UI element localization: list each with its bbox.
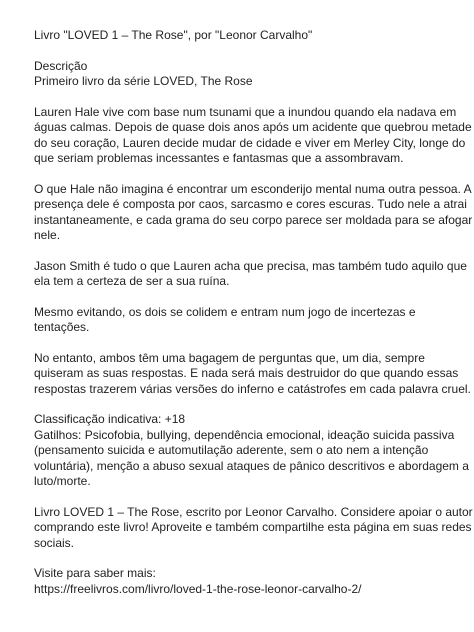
visit-label: Visite para saber mais:	[34, 566, 156, 580]
description-subtitle: Primeiro livro da série LOVED, The Rose	[34, 74, 253, 88]
synopsis-paragraph-4	[34, 305, 454, 336]
text-line: Jason Smith é tudo o que Lauren acha que precisa, mas também tudo aquilo que	[34, 258, 467, 273]
triggers-line: (pensamento suicida e automutilação aderente, sem o ato nem a intenção	[34, 443, 429, 457]
promo-line: Livro LOVED 1 – The Rose, escrito por Leonor Carvalho. Considere apoiar o autor	[34, 504, 473, 519]
text-line: que seriam problemas incessantes e fantasmas que a assombravam.	[34, 151, 404, 165]
text-line: tentações.	[34, 320, 90, 334]
description-block	[34, 59, 454, 90]
text-line: presença dele é composta por caos, sarcasmo e cores escuras. Tudo nele a atrai	[34, 197, 467, 211]
text-line: Lauren Hale vive com base num tsunami que a inundou quando ela nadava em	[34, 104, 457, 119]
triggers-line: Gatilhos: Psicofobia, bullying, dependência emocional, ideação suicida passiva	[34, 427, 455, 442]
visit-url: https://freelivros.com/livro/loved-1-the-rose-leonor-carvalho-2/	[34, 581, 362, 596]
classification-rating: Classificação indicativa: +18	[34, 412, 186, 426]
description-heading: Descrição	[34, 58, 88, 73]
classification-block	[34, 412, 469, 490]
text-line: No entanto, ambos têm uma bagagem de perguntas que, um dia, sempre	[34, 350, 425, 365]
promo-block	[34, 504, 473, 552]
text-line: nele.	[34, 228, 61, 242]
title-block	[34, 28, 454, 44]
synopsis-paragraph-5	[34, 350, 471, 398]
text-line: O que Hale não imagina é encontrar um esconderijo mental numa outra pessoa. A	[34, 181, 472, 196]
promo-line: sociais.	[34, 535, 75, 550]
synopsis-paragraph-1	[34, 104, 472, 167]
promo-line: comprando este livro! Aproveite e também compartilhe esta página em suas redes	[34, 520, 472, 534]
text-line: quiseram as suas respostas. E nada será mais destruidor do que quando essas	[34, 366, 459, 380]
document-title: Livro "LOVED 1 – The Rose", por "Leonor Carvalho"	[34, 28, 313, 42]
synopsis-paragraph-3	[34, 258, 467, 290]
synopsis-paragraph-2	[34, 181, 473, 244]
triggers-line: luto/morte.	[34, 474, 91, 488]
text-line: Mesmo evitando, os dois se colidem e entram num jogo de incertezas e	[34, 304, 416, 319]
text-line: águas calmas. Depois de quase dois anos após um acidente que quebrou metade	[34, 120, 472, 134]
document-page	[34, 28, 473, 612]
visit-block	[34, 566, 454, 597]
text-line: do seu coração, Lauren decide mudar de cidade e viver em Merley City, longe do	[34, 135, 466, 150]
text-line: ela tem a certeza de ser a sua ruína.	[34, 274, 230, 288]
text-line: instantaneamente, e cada grama do seu corpo parece ser moldada para se afogar	[34, 212, 473, 227]
triggers-line: voluntária), menção a abuso sexual ataques de pânico descritivos e abordagem a	[34, 458, 469, 473]
text-line: respostas trazerem várias versões do inferno e catástrofes em cada palavra cruel.	[34, 381, 471, 396]
